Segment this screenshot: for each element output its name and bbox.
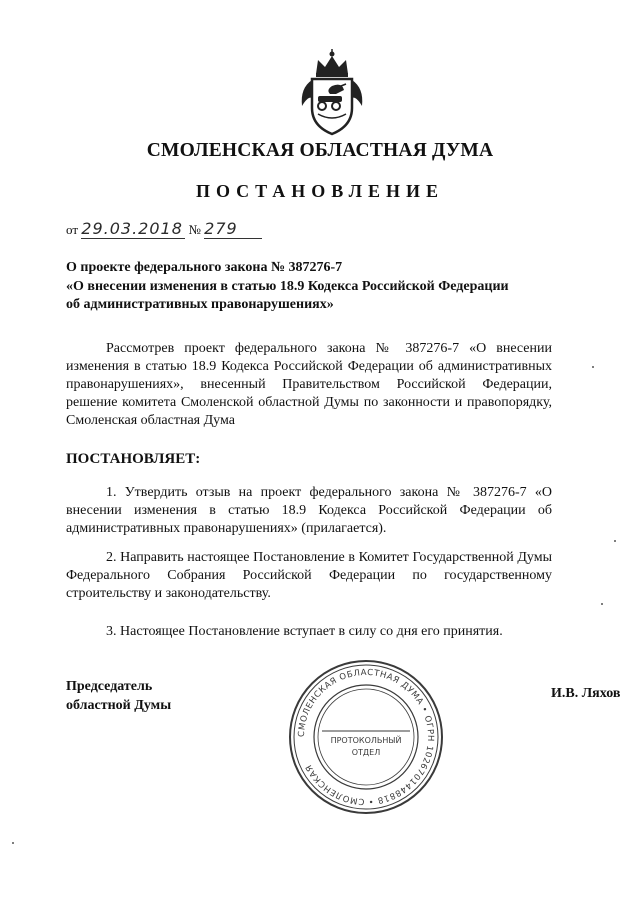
subject-line: «О внесении изменения в статью 18.9 Кодекса Российской Федерации — [66, 278, 509, 294]
signatory-name: И.В. Ляхов — [551, 686, 621, 701]
scan-speck — [592, 366, 594, 368]
subject-line: О проекте федерального закона № 387276-7 — [66, 260, 343, 275]
document-date: 29.03.2018 — [81, 220, 185, 239]
date-prefix-label: от — [66, 222, 79, 237]
document-subject — [66, 259, 586, 315]
signatory-title-line: областной Думы — [66, 697, 172, 713]
signatory-title — [66, 678, 226, 715]
seal-center-text: ОТДЕЛ — [351, 748, 381, 757]
decree-item: 1. Утвердить отзыв на проект федерального закона № 387276-7 «О внесении изменения в статью 18.9 Кодекса Российской Федерации об административных правонарушениях» (прилагается). — [66, 485, 552, 536]
document-type-title: ПОСТАНОВЛЕНИЕ — [195, 181, 445, 201]
decree-heading: ПОСТАНОВЛЯЕТ: — [66, 451, 201, 467]
number-label: № — [188, 222, 201, 237]
scan-speck — [601, 603, 603, 605]
coat-of-arms-icon — [296, 48, 368, 138]
official-seal-stamp — [286, 657, 446, 817]
signatory-title-line: Председатель — [66, 679, 153, 694]
organization-title: СМОЛЕНСКАЯ ОБЛАСТНАЯ ДУМА — [146, 140, 494, 161]
decree-item: 3. Настоящее Постановление вступает в силу со дня его принятия. — [106, 624, 503, 639]
subject-line: об административных правонарушениях» — [66, 297, 334, 312]
seal-ring-text: СМОЛЕНСКАЯ ОБЛАСТНАЯ ДУМА • ОГРН 1026701448818 • СМОЛЕНСКАЯ — [296, 667, 436, 807]
decree-item: 2. Направить настоящее Постановление в Комитет Государственной Думы Федерального Собрания Российской Федерации по государственному строительству и законодательству. — [66, 550, 552, 601]
scan-speck — [12, 842, 14, 844]
document-dateline — [66, 220, 262, 242]
document-number: 279 — [204, 220, 262, 239]
seal-center-text: ПРОТОКОЛЬНЫЙ — [330, 736, 402, 745]
preamble-paragraph: Рассмотрев проект федерального закона № 387276-7 «О внесении изменения в статью 18.9 Кодекса Российской Федерации об административных правонарушениях», внесенный Правительством Российской Федерации, решение комитета Смоленской областной Думы по законности и правопорядку, Смоленская областная Дума — [66, 341, 552, 428]
scan-speck — [614, 540, 616, 542]
